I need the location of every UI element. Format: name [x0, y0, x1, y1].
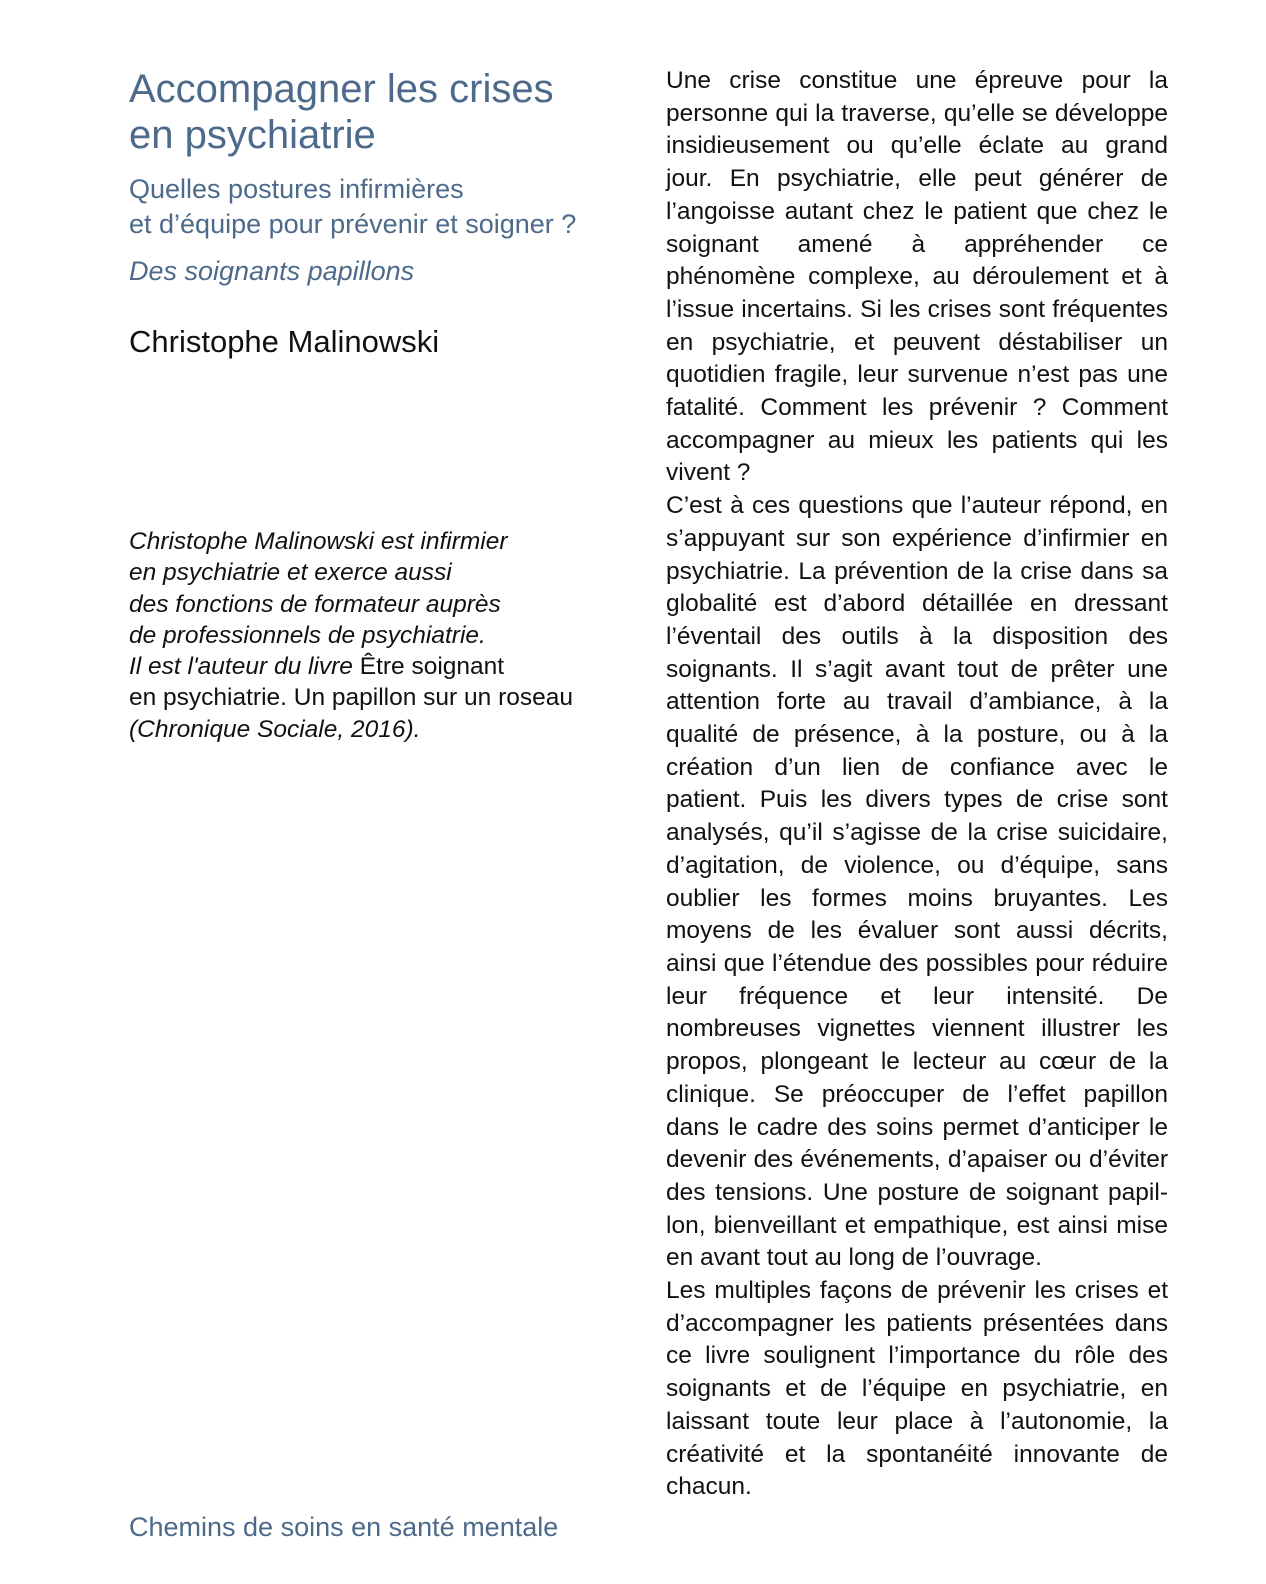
- subtitle-line: et d’équipe pour prévenir et soigner ?: [129, 209, 577, 239]
- back-cover-text: [666, 65, 1168, 1504]
- bio-line: [129, 651, 649, 682]
- book-reference: en psychiatrie. Un papillon sur un roseau: [129, 684, 573, 712]
- book-title: [129, 66, 554, 158]
- bio-line: Christophe Malinowski est infirmier: [129, 528, 508, 555]
- paragraph: C’est à ces questions que l’auteur répond, en s’appuyant sur son expérience d’infirmier en psychiatrie. La prévention de la crise dans sa globalité est d’abord détaillée en dressant l’éventail des outils à la disposition des soignants. Il s’agit avant tout de prêter une attention forte au travail d’ambiance, à la qualité de présence, à la posture, ou à la création d’un lien de confiance avec le patient. Puis les divers types de crise sont analysés, qu’il s’agisse de la crise suicidaire, d’agitation, de violence, ou d’équipe, sans oublier les formes moins bruyantes. Les moyens de les évaluer sont aussi décrits, ainsi que l’étendue des possibles pour réduire leur fréquence et leur intensité. De nombreuses vignettes viennent illustrer les propos, plongeant le lecteur au cœur de la clinique. Se préoccuper de l’effet papillon dans le cadre des soins permet d’anticiper le devenir des événements, d’apaiser ou d’éviter des tensions. Une posture de soignant papillon, bienveillant et empathique, est ainsi mise en avant tout au long de l’ouvrage.: [666, 492, 1168, 1272]
- paragraph: Une crise constitue une épreuve pour la personne qui la traverse, qu’elle se développe insidieusement ou qu’elle éclate au grand jour. En psychiatrie, elle peut générer de l’angoisse autant chez le patient que chez le soignant amené à appréhender ce phénomène complexe, au déroulement et à l’issue incertains. Si les crises sont fréquentes en psychiatrie, et peuvent déstabiliser un quotidien fragile, leur survenue n’est pas une fatalité. Comment les prévenir ? Comment accompagner au mieux les patients qui les vivent ?: [666, 67, 1168, 487]
- bio-italic-part: Il est l'auteur du livre: [129, 653, 360, 681]
- author-name: Christophe Malinowski: [129, 324, 440, 359]
- bio-line: en psychiatrie et exerce aussi: [129, 559, 452, 587]
- bio-line: de professionnels de psychiatrie.: [129, 621, 486, 649]
- title-line: Accompagner les crises: [129, 67, 554, 111]
- book-reference: Être soignant: [359, 653, 505, 681]
- book-subtitle: [129, 172, 576, 242]
- bio-line: des fonctions de formateur auprès: [129, 590, 501, 618]
- bio-line: (Chronique Sociale, 2016).: [129, 715, 421, 743]
- subtitle-line: Quelles postures infirmières: [129, 174, 464, 204]
- series-name: Chemins de soins en santé mentale: [129, 1512, 559, 1542]
- author-bio: [129, 526, 649, 745]
- book-tagline: Des soignants papillons: [129, 256, 415, 286]
- title-line: en psychiatrie: [129, 113, 376, 157]
- paragraph: Les multiples façons de prévenir les crises et d’accompagner les patients présentées dans ce livre soulignent l’importance du rôle des soignants et de l’équipe en psychiatrie, en laissant toute leur place à l’autonomie, la créativité et la spontanéité innovante de chacun.: [666, 1277, 1168, 1501]
